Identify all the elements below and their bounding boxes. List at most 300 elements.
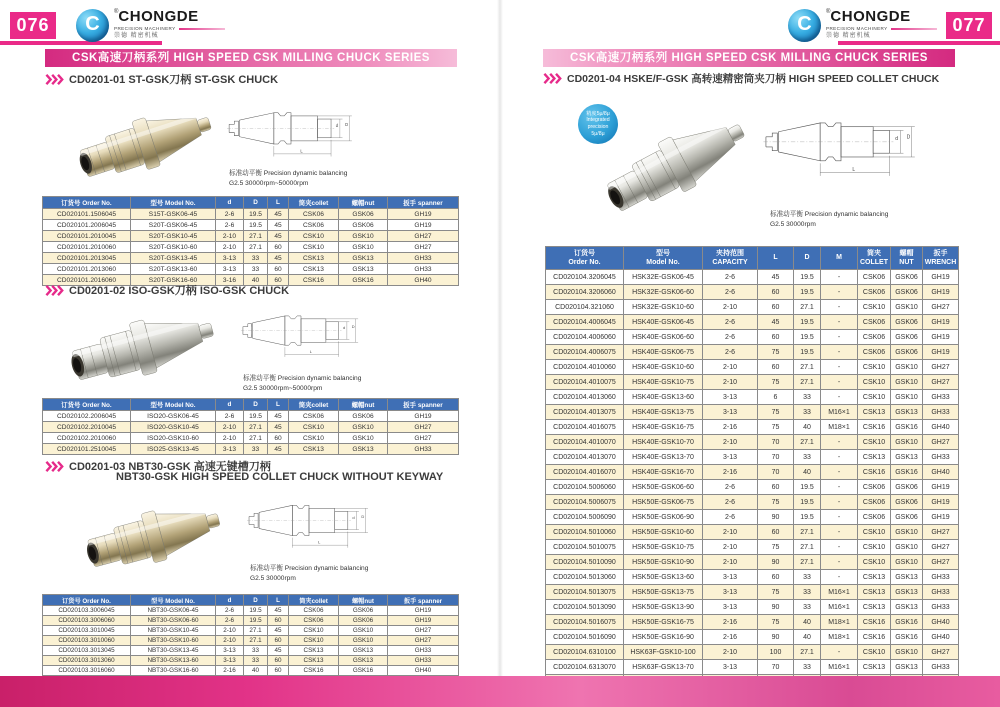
cell: GSK13 <box>891 585 923 600</box>
svg-text:d: d <box>335 122 339 128</box>
cell: - <box>821 480 858 495</box>
cell: 3-13 <box>216 253 244 264</box>
cell: - <box>821 270 858 285</box>
column-header: d <box>216 399 244 411</box>
product-photo-iso-gsk <box>64 298 220 398</box>
cell: CD020101.2010060 <box>43 242 131 253</box>
cell: 45 <box>268 444 289 455</box>
cell: 2-6 <box>703 510 758 525</box>
spec-table-iso-gsk <box>42 398 459 455</box>
cell: 3-13 <box>216 646 244 656</box>
cell: 75 <box>758 345 794 360</box>
table-row <box>43 422 459 433</box>
cell: S20T-GSK10-60 <box>131 242 216 253</box>
cell: GSK10 <box>891 375 923 390</box>
cell: ISO25-GSK13-45 <box>131 444 216 455</box>
cell: - <box>821 540 858 555</box>
cell: CSK06 <box>858 495 891 510</box>
table-row <box>43 242 459 253</box>
column-header: 螺帽nut <box>339 595 388 606</box>
cell: GH19 <box>923 480 959 495</box>
cell: S20T-GSK13-45 <box>131 253 216 264</box>
cell: S20T-GSK10-45 <box>131 231 216 242</box>
cell: GH27 <box>923 435 959 450</box>
cell: 2-6 <box>703 315 758 330</box>
table-row <box>546 360 959 375</box>
cell: GH33 <box>388 253 459 264</box>
cell: 27.1 <box>794 435 821 450</box>
svg-text:d: d <box>352 514 355 520</box>
cell: 40 <box>794 615 821 630</box>
section-heading-3-line2: NBT30-GSK HIGH SPEED COLLET CHUCK WITHOUT KEYWAY <box>116 471 444 483</box>
cell: - <box>821 645 858 660</box>
cell: 2-10 <box>216 433 244 444</box>
cell: GH33 <box>388 656 459 666</box>
cell: 27.1 <box>244 231 268 242</box>
cell: HSK40E-GSK13-60 <box>624 390 703 405</box>
table-row <box>546 405 959 420</box>
table-row <box>43 616 459 626</box>
cell: CSK10 <box>858 300 891 315</box>
cell: CSK10 <box>858 375 891 390</box>
table-row <box>546 480 959 495</box>
spec-table-nbt30 <box>42 594 459 676</box>
cell: GH33 <box>923 600 959 615</box>
series-title-bar-right: CSK高速刀柄系列 HIGH SPEED CSK MILLING CHUCK SERIES <box>543 49 955 67</box>
cell: 2-16 <box>216 666 244 676</box>
cell: CD020103.3013060 <box>43 656 131 666</box>
cell: HSK32E-GSK06-45 <box>624 270 703 285</box>
cell: GH33 <box>923 660 959 675</box>
cell: GSK06 <box>891 495 923 510</box>
logo-globe-icon: C <box>788 9 821 42</box>
header-row <box>43 595 459 606</box>
cell: 2-6 <box>703 495 758 510</box>
cell: 2-16 <box>703 420 758 435</box>
cell: 3-13 <box>216 444 244 455</box>
cell: 3-13 <box>703 570 758 585</box>
chevrons-icon <box>45 461 64 472</box>
cell: GH27 <box>923 375 959 390</box>
cell: 40 <box>244 666 268 676</box>
cell: GH33 <box>923 585 959 600</box>
cell: GSK13 <box>339 444 388 455</box>
balance-note-4: 标准动平衡 Precision dynamic balancing G2.5 30000rpm <box>770 211 889 228</box>
column-header: 扳手 spanner <box>388 595 459 606</box>
table-row <box>43 231 459 242</box>
cell: - <box>821 435 858 450</box>
cell: 27.1 <box>244 636 268 646</box>
cell: GSK06 <box>891 480 923 495</box>
cell: CD020104.4013060 <box>546 390 624 405</box>
cell: GH33 <box>923 450 959 465</box>
header-row <box>43 197 459 209</box>
column-header: 筒夹collet <box>289 595 339 606</box>
cell: GSK13 <box>891 600 923 615</box>
table-row <box>43 253 459 264</box>
cell: 3-13 <box>216 656 244 666</box>
cell: 2-10 <box>216 242 244 253</box>
cell: CD020104.4010075 <box>546 375 624 390</box>
cell: 60 <box>758 480 794 495</box>
column-header: 螺帽nut <box>339 399 388 411</box>
svg-text:d: d <box>342 325 346 331</box>
column-header: 螺帽nut <box>339 197 388 209</box>
cell: GSK13 <box>339 264 388 275</box>
cell: 100 <box>758 645 794 660</box>
cell: 45 <box>758 315 794 330</box>
svg-text:L: L <box>309 349 312 355</box>
cell: CD020104.4013075 <box>546 405 624 420</box>
cell: M16×1 <box>821 585 858 600</box>
cell: - <box>821 450 858 465</box>
column-header: 订货号 Order No. <box>43 399 131 411</box>
cell: GSK10 <box>891 555 923 570</box>
cell: GSK10 <box>339 626 388 636</box>
cell: CSK06 <box>289 606 339 616</box>
cell: GSK16 <box>891 630 923 645</box>
cell: 60 <box>268 666 289 676</box>
column-header: 扳手 WRENCH <box>923 247 959 270</box>
cell: 3-13 <box>703 660 758 675</box>
cell: 3-13 <box>703 585 758 600</box>
column-header: 订货号 Order No. <box>546 247 624 270</box>
spec-table-hsk <box>545 246 959 690</box>
cell: CSK10 <box>858 360 891 375</box>
cell: HSK40E-GSK06-75 <box>624 345 703 360</box>
cell: 75 <box>758 405 794 420</box>
cell: - <box>821 300 858 315</box>
cell: 2-6 <box>703 330 758 345</box>
cell: 2-10 <box>703 435 758 450</box>
cell: 45 <box>268 646 289 656</box>
cell: CD020104.5010060 <box>546 525 624 540</box>
chevrons-icon <box>543 73 562 84</box>
cell: 19.5 <box>794 510 821 525</box>
cell: HSK50E-GSK10-90 <box>624 555 703 570</box>
cell: 60 <box>268 656 289 666</box>
cell: HSK50E-GSK16-75 <box>624 615 703 630</box>
cell: 2-10 <box>703 360 758 375</box>
cell: CSK13 <box>858 660 891 675</box>
cell: CSK06 <box>858 345 891 360</box>
cell: CSK13 <box>858 600 891 615</box>
cell: NBT30-GSK10-60 <box>131 636 216 646</box>
cell: HSK40E-GSK16-75 <box>624 420 703 435</box>
cell: HSK50E-GSK10-75 <box>624 540 703 555</box>
cell: NBT30-GSK06-60 <box>131 616 216 626</box>
cell: HSK32E-GSK10-60 <box>624 300 703 315</box>
cell: CSK06 <box>858 330 891 345</box>
cell: CSK10 <box>858 390 891 405</box>
cell: CSK13 <box>858 405 891 420</box>
cell: 2-10 <box>703 300 758 315</box>
cell: GH33 <box>923 405 959 420</box>
cell: GH40 <box>923 615 959 630</box>
cell: 60 <box>268 275 289 286</box>
page-seam <box>497 0 503 676</box>
cell: GH27 <box>388 626 459 636</box>
cell: GH19 <box>923 270 959 285</box>
cell: CSK06 <box>858 285 891 300</box>
cell: CD020104.5010075 <box>546 540 624 555</box>
cell: CD020103.3013045 <box>43 646 131 656</box>
series-title-bar-left: CSK高速刀柄系列 HIGH SPEED CSK MILLING CHUCK SERIES <box>45 49 457 67</box>
cell: HSK50E-GSK06-90 <box>624 510 703 525</box>
cell: GSK16 <box>891 420 923 435</box>
cell: GH19 <box>388 606 459 616</box>
cell: 3-13 <box>703 600 758 615</box>
cell: CSK06 <box>858 480 891 495</box>
cell: 75 <box>758 615 794 630</box>
cell: CD020101.2010045 <box>43 231 131 242</box>
cell: HSK50E-GSK06-75 <box>624 495 703 510</box>
logo-accent-line <box>179 28 225 30</box>
table-row <box>546 600 959 615</box>
cell: 45 <box>268 422 289 433</box>
cell: 40 <box>244 275 268 286</box>
cell: GSK13 <box>339 646 388 656</box>
table-row <box>546 375 959 390</box>
section-title: CD0201-02 ISO-GSK刀柄 ISO-GSK CHUCK <box>69 285 290 297</box>
cell: CD020104.3206060 <box>546 285 624 300</box>
cell: S20T-GSK13-60 <box>131 264 216 275</box>
table-row <box>43 209 459 220</box>
table-row <box>546 450 959 465</box>
cell: 33 <box>244 253 268 264</box>
column-header: 型号 Model No. <box>624 247 703 270</box>
cell: GH27 <box>923 540 959 555</box>
section-heading-1 <box>45 71 278 87</box>
cell: GH27 <box>923 555 959 570</box>
drawing-hsk <box>762 104 920 186</box>
cell: 60 <box>268 636 289 646</box>
cell: 19.5 <box>794 315 821 330</box>
cell: CSK10 <box>289 636 339 646</box>
cell: CD020101.2016060 <box>43 275 131 286</box>
cell: CSK16 <box>858 465 891 480</box>
svg-text:L: L <box>300 148 303 154</box>
cell: 60 <box>268 616 289 626</box>
cell: - <box>821 375 858 390</box>
product-photo-nbt30 <box>80 487 226 587</box>
cell: GH27 <box>388 636 459 646</box>
column-header: L <box>268 595 289 606</box>
page-number-right: 077 <box>946 12 992 39</box>
technical-drawing <box>246 490 372 556</box>
cell: GH27 <box>388 231 459 242</box>
cell: CSK06 <box>858 315 891 330</box>
cell: 27.1 <box>244 433 268 444</box>
table-row <box>546 420 959 435</box>
cell: ISO20-GSK10-45 <box>131 422 216 433</box>
cell: CD020104.321060 <box>546 300 624 315</box>
cell: 75 <box>758 585 794 600</box>
drawing-iso-gsk <box>240 300 362 366</box>
column-header: 型号 Model No. <box>131 197 216 209</box>
cell: 70 <box>758 450 794 465</box>
cell: 2-6 <box>216 606 244 616</box>
cell: GH27 <box>388 433 459 444</box>
cell: GH33 <box>923 570 959 585</box>
cell: GH19 <box>923 495 959 510</box>
column-header: 型号 Model No. <box>131 399 216 411</box>
cell: 90 <box>758 555 794 570</box>
cell: 60 <box>758 525 794 540</box>
cell: 3-16 <box>216 275 244 286</box>
cell: 2-6 <box>703 270 758 285</box>
cell: 27.1 <box>794 375 821 390</box>
column-header: D <box>244 399 268 411</box>
cell: 60 <box>268 242 289 253</box>
cell: 27.1 <box>244 626 268 636</box>
section-title: CD0201-04 HSKE/F-GSK 高转速精密筒夹刀柄 HIGH SPEED COLLET CHUCK <box>567 73 940 85</box>
cell: 2-10 <box>216 626 244 636</box>
cell: GH33 <box>388 646 459 656</box>
cell: - <box>821 360 858 375</box>
svg-text:L: L <box>318 539 321 545</box>
cell: 33 <box>244 646 268 656</box>
cell: 19.5 <box>244 220 268 231</box>
cell: M16×1 <box>821 405 858 420</box>
cell: CSK10 <box>858 555 891 570</box>
drawing-nbt30 <box>246 490 372 556</box>
cell: GH19 <box>923 345 959 360</box>
cell: 40 <box>794 465 821 480</box>
cell: CSK13 <box>289 264 339 275</box>
cell: 33 <box>794 600 821 615</box>
cell: HSK63F-GSK10-100 <box>624 645 703 660</box>
cell: 3-13 <box>703 405 758 420</box>
cell: 27.1 <box>244 422 268 433</box>
spec-table-st-gsk <box>42 196 459 286</box>
cell: GH19 <box>923 510 959 525</box>
cell: 60 <box>758 300 794 315</box>
cell: 27.1 <box>794 540 821 555</box>
table-row <box>546 660 959 675</box>
cell: HSK40E-GSK10-60 <box>624 360 703 375</box>
cell: GSK10 <box>891 390 923 405</box>
cell: GH19 <box>388 411 459 422</box>
cell: GH19 <box>923 315 959 330</box>
cell: 27.1 <box>794 300 821 315</box>
cell: CSK10 <box>289 626 339 636</box>
cell: GSK13 <box>891 660 923 675</box>
cell: S15T-GSK06-45 <box>131 209 216 220</box>
table-row <box>546 270 959 285</box>
table-row <box>43 220 459 231</box>
cell: 19.5 <box>794 285 821 300</box>
cell: M16×1 <box>821 660 858 675</box>
column-header: d <box>216 595 244 606</box>
section-heading-4 <box>543 71 939 86</box>
cell: NBT30-GSK13-60 <box>131 656 216 666</box>
cell: CSK13 <box>858 570 891 585</box>
table-row <box>43 626 459 636</box>
cell: CSK10 <box>858 435 891 450</box>
column-header: 筒夹collet <box>289 197 339 209</box>
table-row <box>546 510 959 525</box>
cell: GH40 <box>923 465 959 480</box>
table-row <box>43 444 459 455</box>
cell: - <box>821 330 858 345</box>
cell: GSK13 <box>339 656 388 666</box>
cell: 33 <box>794 450 821 465</box>
cell: 19.5 <box>244 411 268 422</box>
logo-globe-icon: C <box>76 9 109 42</box>
table-row <box>546 555 959 570</box>
cell: CD020104.4006045 <box>546 315 624 330</box>
logo-accent-line <box>891 28 937 30</box>
cell: GSK06 <box>891 270 923 285</box>
cell: 2-16 <box>703 465 758 480</box>
chevrons-icon <box>45 74 64 85</box>
cell: GSK06 <box>891 285 923 300</box>
cell: 2-6 <box>216 209 244 220</box>
cell: 2-6 <box>703 285 758 300</box>
cell: 33 <box>794 660 821 675</box>
product-photo-illustration <box>54 280 231 417</box>
cell: GSK13 <box>891 450 923 465</box>
table-row <box>43 636 459 646</box>
cell: 90 <box>758 630 794 645</box>
cell: S20T-GSK16-60 <box>131 275 216 286</box>
cell: GSK10 <box>339 422 388 433</box>
cell: GSK10 <box>891 360 923 375</box>
table-row <box>43 264 459 275</box>
cell: 70 <box>758 435 794 450</box>
cell: 19.5 <box>794 330 821 345</box>
product-photo-hsk <box>596 100 756 230</box>
cell: CD020104.4006060 <box>546 330 624 345</box>
brand-subtitle: PRECISION MACHINERY <box>826 25 888 31</box>
cell: 2-16 <box>703 630 758 645</box>
column-header: D <box>244 197 268 209</box>
drawing-st-gsk <box>226 96 356 166</box>
cell: CSK10 <box>289 422 339 433</box>
cell: GSK10 <box>891 525 923 540</box>
registered-mark: ® <box>114 9 119 15</box>
cell: CSK06 <box>858 270 891 285</box>
cell: CD020104.5006075 <box>546 495 624 510</box>
cell: GH19 <box>388 220 459 231</box>
cell: GSK16 <box>339 666 388 676</box>
table-row <box>43 433 459 444</box>
cell: GH27 <box>923 645 959 660</box>
cell: CSK06 <box>858 510 891 525</box>
brand-name-chinese: 崇德 精密机械 <box>826 33 871 40</box>
table-row <box>546 300 959 315</box>
cell: GSK10 <box>891 645 923 660</box>
cell: GSK06 <box>339 411 388 422</box>
cell: HSK40E-GSK10-75 <box>624 375 703 390</box>
cell: 75 <box>758 495 794 510</box>
cell: CSK10 <box>858 525 891 540</box>
cell: CD020104.5006090 <box>546 510 624 525</box>
column-header: 筒夹collet <box>289 399 339 411</box>
product-photo-st-gsk <box>72 94 218 194</box>
table-row <box>546 495 959 510</box>
cell: CD020104.5013075 <box>546 585 624 600</box>
cell: 45 <box>268 209 289 220</box>
cell: - <box>821 525 858 540</box>
cell: GH19 <box>923 330 959 345</box>
cell: M16×1 <box>821 600 858 615</box>
table-row <box>43 411 459 422</box>
svg-text:D: D <box>351 324 355 330</box>
cell: 2-10 <box>216 231 244 242</box>
column-header: 筒夹 COLLET <box>858 247 891 270</box>
